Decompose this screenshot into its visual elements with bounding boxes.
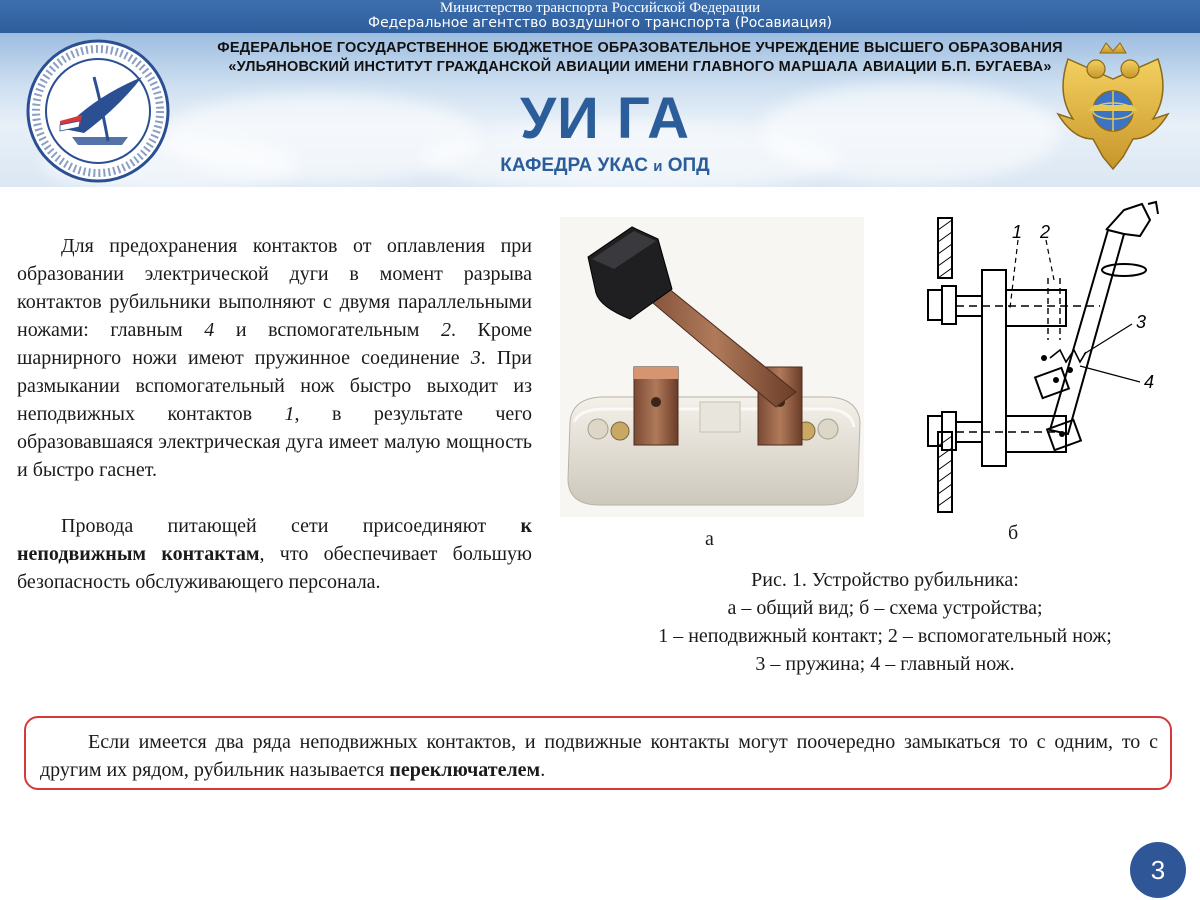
institution-line-2: «УЛЬЯНОВСКИЙ ИНСТИТУТ ГРАЖДАНСКОЙ АВИАЦИИ ИМЕНИ ГЛАВНОГО МАРШАЛА АВИАЦИИ Б.П. БУГАЕВА» [228,59,1052,75]
page-title: УИ ГА [520,86,690,151]
caption-line: 3 – пружина; 4 – главный нож. [755,653,1015,675]
paragraph-1: Для предохранения контактов от оплавления при образовании электрической дуги в момент разрыва контактов рубильники выполняют с двумя параллельными ножами: главным 4 и вспомогательным 2. Кроме шарнирного ножи имеют пружинное соединение 3. При размыкании вспомогательный нож быстро выходит из неподвижных контактов 1, в результате чего образовавшаяся электрическая дуга имеет малую мощность и быстро гаснет. [17,235,532,481]
caption-line: Рис. 1. Устройство рубильника: [751,569,1019,591]
ministry-bar [0,0,1200,33]
scheme-label-1: 1 [1012,222,1023,242]
double-headed-eagle-emblem-icon [1048,39,1178,179]
page-number-badge: 3 [1130,842,1186,898]
figure-label-a: а [705,528,714,550]
scheme-label-4: 4 [1144,372,1155,392]
institution-line-1: ФЕДЕРАЛЬНОЕ ГОСУДАРСТВЕННОЕ БЮДЖЕТНОЕ ОБРАЗОВАТЕЛЬНОЕ УЧРЕЖДЕНИЕ ВЫСШЕГО ОБРАЗОВАНИЯ [217,40,1063,56]
knife-switch-scheme-diagram [910,190,1170,520]
department-name: КАФЕДРА УКАС и ОПД [500,155,710,176]
scheme-label-3: 3 [1136,312,1147,332]
figure-caption [590,566,1180,678]
caption-line: 1 – неподвижный контакт; 2 – вспомогательный нож; [658,625,1112,647]
knife-switch-photo [560,217,864,517]
agency-name: Федеральное агентство воздушного транспорта (Росавиация) [368,15,832,31]
figure-label-b: б [1008,522,1019,544]
paragraph-2: Провода питающей сети присоединяют к неподвижным контактам, что обеспечивает большую безопасность обслуживающего персонала. [17,515,532,593]
definition-box [24,716,1172,790]
scheme-label-2: 2 [1040,222,1051,242]
ministry-name: Министерство транспорта Российской Федерации [439,0,761,16]
caption-line: а – общий вид; б – схема устройства; [727,597,1043,619]
header-banner [0,33,1200,187]
definition-text: Если имеется два ряда неподвижных контактов, и подвижные контакты могут поочередно замыкаться то с одним, то с другим их рядом, рубильник называется переключателем. [40,731,1158,781]
